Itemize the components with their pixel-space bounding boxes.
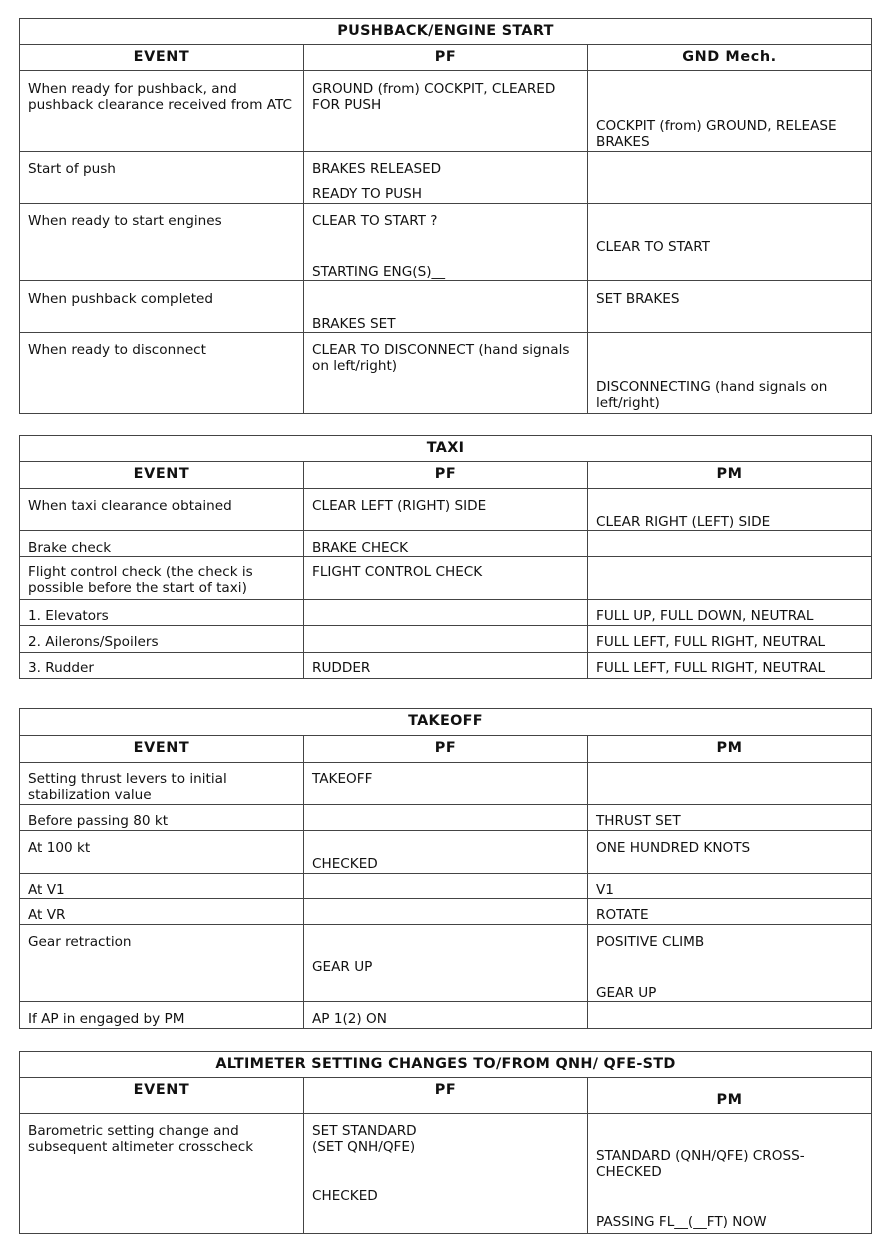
table-row — [20, 763, 872, 805]
pf-cell: RUDDER — [304, 653, 588, 679]
pf-cell — [304, 204, 588, 281]
column-header-other: GND Mech. — [588, 45, 872, 71]
other-cell: FULL LEFT, FULL RIGHT, NEUTRAL — [588, 653, 872, 679]
section-title: TAKEOFF — [20, 709, 872, 736]
pf-line: SET STANDARD — [312, 1123, 417, 1139]
event-cell: When ready for pushback, and pushback clearance received from ATC — [20, 71, 304, 152]
column-header-pf: PF — [304, 45, 588, 71]
pf-cell: BRAKE CHECK — [304, 531, 588, 557]
table-row — [20, 204, 872, 281]
event-cell: When pushback completed — [20, 281, 304, 333]
other-cell — [588, 531, 872, 557]
takeoff-table — [19, 708, 872, 1029]
table-row — [20, 281, 872, 333]
pf-cell — [304, 805, 588, 831]
pf-line: STARTING ENG(S)__ — [312, 264, 446, 280]
table-row — [20, 925, 872, 1002]
event-cell: When ready to disconnect — [20, 333, 304, 414]
pf-cell: GROUND (from) COCKPIT, CLEARED FOR PUSH — [304, 71, 588, 152]
table-row — [20, 557, 872, 600]
section-title: ALTIMETER SETTING CHANGES TO/FROM QNH/ QFE-STD — [20, 1052, 872, 1078]
event-cell: 2. Ailerons/Spoilers — [20, 626, 304, 653]
event-cell: Brake check — [20, 531, 304, 557]
pf-line: CHECKED — [312, 1188, 378, 1204]
column-header-event: EVENT — [20, 462, 304, 489]
pf-cell: CLEAR LEFT (RIGHT) SIDE — [304, 489, 588, 531]
event-cell: If AP in engaged by PM — [20, 1002, 304, 1029]
table-row — [20, 333, 872, 414]
table-row — [20, 489, 872, 531]
pf-cell — [304, 626, 588, 653]
other-line: PASSING FL__(__FT) NOW — [596, 1214, 767, 1230]
table-row — [20, 1114, 872, 1234]
pf-cell: CLEAR TO DISCONNECT (hand signals on left/right) — [304, 333, 588, 414]
other-cell: SET BRAKES — [588, 281, 872, 333]
event-cell: 1. Elevators — [20, 600, 304, 626]
other-cell: ROTATE — [588, 899, 872, 925]
event-cell: At VR — [20, 899, 304, 925]
table-row — [20, 600, 872, 626]
table-row — [20, 1002, 872, 1029]
column-header-other: PM — [588, 462, 872, 489]
other-cell: FULL UP, FULL DOWN, NEUTRAL — [588, 600, 872, 626]
column-header-event: EVENT — [20, 736, 304, 763]
other-cell: COCKPIT (from) GROUND, RELEASE BRAKES — [588, 71, 872, 152]
altimeter-table — [19, 1051, 872, 1234]
other-cell: CLEAR TO START — [588, 204, 872, 281]
table-row — [20, 899, 872, 925]
column-header-event: EVENT — [20, 45, 304, 71]
pf-cell — [304, 874, 588, 899]
event-cell: Setting thrust levers to initial stabilization value — [20, 763, 304, 805]
event-cell: Gear retraction — [20, 925, 304, 1002]
other-cell: ONE HUNDRED KNOTS — [588, 831, 872, 874]
column-header-other: PM — [588, 736, 872, 763]
pf-line: (SET QNH/QFE) — [312, 1139, 416, 1155]
event-cell: 3. Rudder — [20, 653, 304, 679]
other-cell — [588, 925, 872, 1002]
event-cell: Start of push — [20, 152, 304, 204]
pf-cell: FLIGHT CONTROL CHECK — [304, 557, 588, 600]
pf-cell — [304, 600, 588, 626]
section-title: TAXI — [20, 436, 872, 462]
other-line: STANDARD (QNH/QFE) CROSS-CHECKED — [596, 1148, 805, 1180]
other-cell — [588, 763, 872, 805]
pf-cell: GEAR UP — [304, 925, 588, 1002]
pf-cell — [304, 1114, 588, 1234]
taxi-table — [19, 435, 872, 679]
event-cell: When ready to start engines — [20, 204, 304, 281]
column-header-pf: PF — [304, 462, 588, 489]
table-row — [20, 805, 872, 831]
other-cell: V1 — [588, 874, 872, 899]
event-cell: Before passing 80 kt — [20, 805, 304, 831]
other-cell: FULL LEFT, FULL RIGHT, NEUTRAL — [588, 626, 872, 653]
other-cell — [588, 1002, 872, 1029]
pf-cell: BRAKES SET — [304, 281, 588, 333]
other-cell: THRUST SET — [588, 805, 872, 831]
event-cell: When taxi clearance obtained — [20, 489, 304, 531]
pf-line: CLEAR TO START ? — [312, 213, 438, 229]
table-row — [20, 71, 872, 152]
table-row — [20, 152, 872, 204]
column-header-event: EVENT — [20, 1078, 304, 1114]
column-header-pf: PF — [304, 1078, 588, 1114]
pf-cell — [304, 899, 588, 925]
pf-cell: TAKEOFF — [304, 763, 588, 805]
column-header-other: PM — [588, 1078, 872, 1114]
other-cell: CLEAR RIGHT (LEFT) SIDE — [588, 489, 872, 531]
pf-line: BRAKES RELEASED — [312, 161, 442, 177]
column-header-pf: PF — [304, 736, 588, 763]
other-cell — [588, 152, 872, 204]
pf-cell: AP 1(2) ON — [304, 1002, 588, 1029]
table-row — [20, 626, 872, 653]
event-cell: At 100 kt — [20, 831, 304, 874]
table-row — [20, 531, 872, 557]
event-cell: Barometric setting change and subsequent altimeter crosscheck — [20, 1114, 304, 1234]
pushback-table — [19, 18, 872, 414]
event-cell: Flight control check (the check is possible before the start of taxi) — [20, 557, 304, 600]
other-line: GEAR UP — [596, 985, 657, 1001]
table-row — [20, 653, 872, 679]
table-row — [20, 831, 872, 874]
other-line: POSITIVE CLIMB — [596, 934, 705, 950]
pf-cell — [304, 152, 588, 204]
event-cell: At V1 — [20, 874, 304, 899]
section-title: PUSHBACK/ENGINE START — [20, 19, 872, 45]
pf-line: READY TO PUSH — [312, 186, 423, 202]
table-row — [20, 874, 872, 899]
other-cell: DISCONNECTING (hand signals on left/right) — [588, 333, 872, 414]
pf-cell: CHECKED — [304, 831, 588, 874]
other-cell — [588, 557, 872, 600]
other-cell — [588, 1114, 872, 1234]
